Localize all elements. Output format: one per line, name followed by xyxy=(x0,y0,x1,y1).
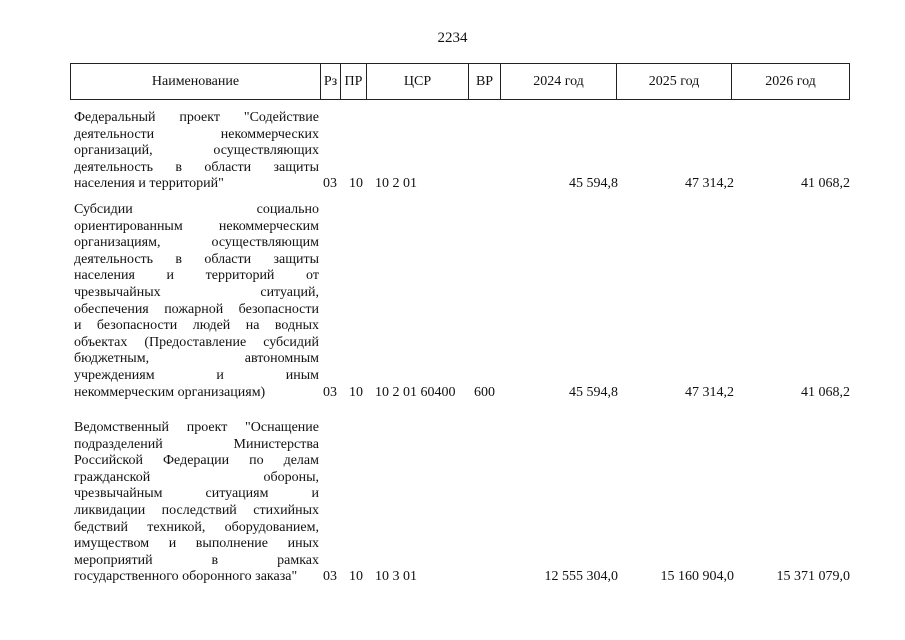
row-2026: 41 068,2 xyxy=(801,176,850,192)
row-name-line: ликвидации последствий стихийных xyxy=(74,502,319,518)
row-name-line: населения и территорий" xyxy=(74,176,224,192)
row-2025: 15 160 904,0 xyxy=(660,569,734,585)
row-csr: 10 2 01 60400 xyxy=(375,384,456,400)
header-2024: 2024 год xyxy=(501,64,617,99)
page-number: 2234 xyxy=(437,30,468,46)
row-name-line: имуществом и выполнение иных xyxy=(74,536,319,552)
header-rz: Рз xyxy=(321,64,341,99)
header-name: Наименование xyxy=(71,64,321,99)
table-header xyxy=(70,63,850,100)
row-pr: 10 xyxy=(349,384,363,400)
row-name-line: некоммерческим организациям) xyxy=(74,384,266,400)
row-name-line: чрезвычайным ситуациям и xyxy=(74,486,319,502)
row-name-line: гражданской обороны, xyxy=(74,469,319,485)
row-vr: 600 xyxy=(474,384,495,400)
row-name-line: ориентированным некоммерческим xyxy=(74,218,319,234)
row-name-line: обеспечения пожарной безопасности xyxy=(74,301,319,317)
row-name-line: Федеральный проект "Содействие xyxy=(74,110,319,125)
header-pr: ПР xyxy=(341,64,367,99)
header-2026: 2026 год xyxy=(765,73,816,89)
row-2024: 45 594,8 xyxy=(569,176,618,192)
row-name-line: деятельность в области защиты xyxy=(74,251,319,267)
row-name-line: государственного оборонного заказа" xyxy=(74,569,298,585)
row-pr: 10 xyxy=(349,176,363,192)
header-2025: 2025 год xyxy=(617,64,732,99)
row-csr: 10 2 01 xyxy=(375,176,417,192)
row-name-line: Российской Федерации по делам xyxy=(74,453,319,469)
row-name-line: Субсидии социально xyxy=(74,202,319,217)
row-2025: 47 314,2 xyxy=(685,384,734,400)
row-name-line: учреждениям и иным xyxy=(74,367,319,383)
table-row xyxy=(70,420,848,586)
row-name-line: и безопасности людей на водных xyxy=(74,318,319,334)
row-2024: 12 555 304,0 xyxy=(544,569,618,585)
row-name-line: организациям, осуществляющим xyxy=(74,235,319,251)
row-name xyxy=(74,202,319,401)
row-name-line: Ведомственный проект "Оснащение xyxy=(74,420,319,435)
row-2025: 47 314,2 xyxy=(685,176,734,192)
row-name-line: подразделений Министерства xyxy=(74,436,319,452)
row-name xyxy=(74,110,319,193)
row-name-line: бедствий техникой, оборудованием, xyxy=(74,519,319,535)
row-name-line: организаций, осуществляющих xyxy=(74,143,319,159)
row-name-line: чрезвычайных ситуаций, xyxy=(74,284,319,300)
table-row xyxy=(70,202,848,401)
row-name-line: населения и территорий от xyxy=(74,268,319,284)
row-rz: 03 xyxy=(323,384,337,400)
row-2026: 15 371 079,0 xyxy=(776,569,850,585)
row-2026: 41 068,2 xyxy=(801,384,850,400)
row-rz: 03 xyxy=(323,176,337,192)
row-rz: 03 xyxy=(323,569,337,585)
row-name xyxy=(74,420,319,586)
row-csr: 10 3 01 xyxy=(375,569,417,585)
row-name-line: деятельность в области защиты xyxy=(74,159,319,175)
row-name-line: объектах (Предоставление субсидий xyxy=(74,334,319,350)
header-csr: ЦСР xyxy=(367,64,469,99)
row-name-line: мероприятий в рамках xyxy=(74,552,319,568)
row-2024: 45 594,8 xyxy=(569,384,618,400)
header-vr: ВР xyxy=(469,64,501,99)
row-name-line: бюджетным, автономным xyxy=(74,351,319,367)
row-pr: 10 xyxy=(349,569,363,585)
table-row xyxy=(70,110,848,193)
row-name-line: деятельности некоммерческих xyxy=(74,126,319,142)
